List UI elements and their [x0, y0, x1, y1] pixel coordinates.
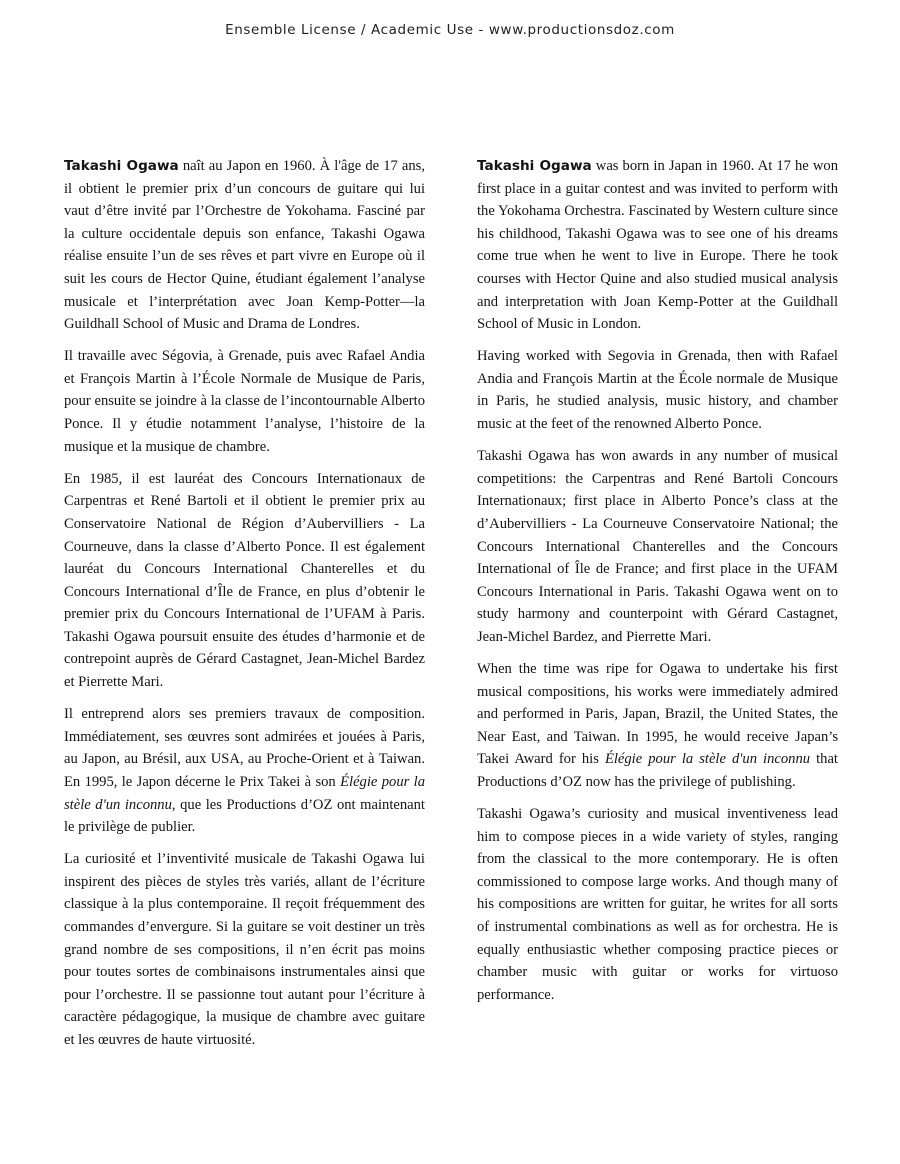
en-paragraph-4-after: that Productions d’OZ now has the privilege of publishing. [477, 751, 838, 790]
fr-paragraph-5: La curiosité et l’inventivité musicale de Takashi Ogawa lui inspirent des pièces de styles très variés, allant de l’écriture classique à la plus contemporaine. Il reçoit fréquemment des commandes d’envergure. Si la guitare se voit destiner un très grand nombre de ses compositions, il n’en écrit pas moins pour toutes sortes de combinaisons instrumentales ainsi que pour l’orchestre. Il se passionne tout autant pour l’écriture à caractère pédagogique, la musique de chambre avec guitare et les œuvres de haute virtuosité. [64, 851, 425, 1048]
page-header: Ensemble License / Academic Use - www.productionsdoz.com [225, 22, 675, 38]
fr-paragraph-3: En 1985, il est lauréat des Concours Internationaux de Carpentras et René Bartoli et il obtient le premier prix au Conservatoire National de Région d’Aubervilliers - La Courneuve, dans la classe d’Alberto Ponce. Il est également lauréat du Concours International Chanterelles et du Concours International d’Île de France, en plus d’obtenir le premier prix du Concours International de l’UFAM à Paris. Takashi Ogawa poursuit ensuite des études d’harmonie et de contrepoint auprès de Gérard Castagnet, Jean-Michel Bardez et Pierrette Mari. [64, 470, 425, 691]
fr-paragraph-4-after: , que les Productions d’OZ ont maintenant le privilège de publier. [64, 796, 425, 836]
en-paragraph-3: Takashi Ogawa has won awards in any number of musical competitions: the Carpentras and René Bartoli Concours Internationaux; first place in Alberto Ponce’s class at the d’Aubervilliers - La Courneuve Conservatoire National; the Concours International Chanterelles and the Concours International of Île de France; and first place in the UFAM Concours International in Paris. Takashi Ogawa went on to study harmony and counterpoint with Gérard Castagnet, Jean-Michel Bardez, and Pierrette Mari. [477, 448, 838, 645]
fr-paragraph-2: Il travaille avec Ségovia, à Grenade, puis avec Rafael Andia et François Martin à l’École Normale de Musique de Paris, pour ensuite se joindre à la classe de l’incontournable Alberto Ponce. Il y étudie notamment l’analyse, l’histoire de la musique et la musique de chambre. [64, 348, 425, 455]
en-paragraph-4 [477, 658, 838, 794]
english-biography-column [477, 155, 838, 1016]
en-paragraph-2: Having worked with Segovia in Grenada, then with Rafael Andia and François Martin at the École normale de Musique in Paris, he studied analysis, music history, and chamber music at the feet of the renowned Alberto Ponce. [477, 348, 838, 433]
en-work-title: Élégie pour la stèle d'un inconnu [604, 751, 811, 768]
fr-paragraph-1 [64, 155, 425, 336]
en-paragraph-1-text: was born in Japan in 1960. At 17 he won first place in a guitar contest and was invited to perform with the Yokohama Orchestra. Fascinated by Western culture since his childhood, Takashi Ogawa was to see one of his dreams come true when he went to live in Europe. There he took courses with Hector Quine and also studied musical analysis and interpretation with Joan Kemp-Potter at the Guildhall School of Music in London. [477, 158, 838, 333]
fr-work-title: Élégie pour la stèle d'un inconnu [64, 773, 425, 813]
fr-composer-name: Takashi Ogawa [64, 158, 179, 174]
fr-paragraph-1-text: naît au Japon en 1960. À l'âge de 17 ans, il obtient le premier prix d’un concours de guitare qui lui vaut d’être invité par l’Orchestre de Yokohama. Fasciné par la culture occidentale depuis son enfance, Takashi Ogawa réalise ensuite l’un de ses rêves et part vivre en Europe où il suit les cours de Hector Quine, étudiant également l’analyse musicale et l’interprétation avec Joan Kemp-Potter—la Guildhall School of Music and Drama de Londres. [64, 158, 425, 333]
french-biography-column [64, 155, 425, 1061]
en-composer-name: Takashi Ogawa [477, 158, 592, 174]
en-paragraph-5: Takashi Ogawa’s curiosity and musical inventiveness lead him to compose pieces in a wide variety of styles, ranging from the classical to the more contemporary. He is often commissioned to compose large works. And though many of his compositions are written for guitar, he writes for all sorts of instrumental combinations as well as for orchestra. He is equally enthusiastic whether composing practice pieces or chamber music with guitar or works for virtuoso performance. [477, 806, 838, 1003]
en-paragraph-1 [477, 155, 838, 336]
fr-paragraph-4-before: Il entreprend alors ses premiers travaux de composition. Immédiatement, ses œuvres sont admirées et jouées à Paris, au Japon, au Brésil, aux USA, au Proche-Orient et à Taiwan. En 1995, le Japon décerne le Prix Takei à son [64, 706, 425, 790]
en-paragraph-4-before: When the time was ripe for Ogawa to undertake his first musical compositions, his works were immediately admired and performed in Paris, Japan, Brazil, the United States, the Near East, and Taiwan. In 1995, he would receive Japan’s Takei Award for his [477, 660, 838, 768]
fr-paragraph-4 [64, 703, 425, 839]
